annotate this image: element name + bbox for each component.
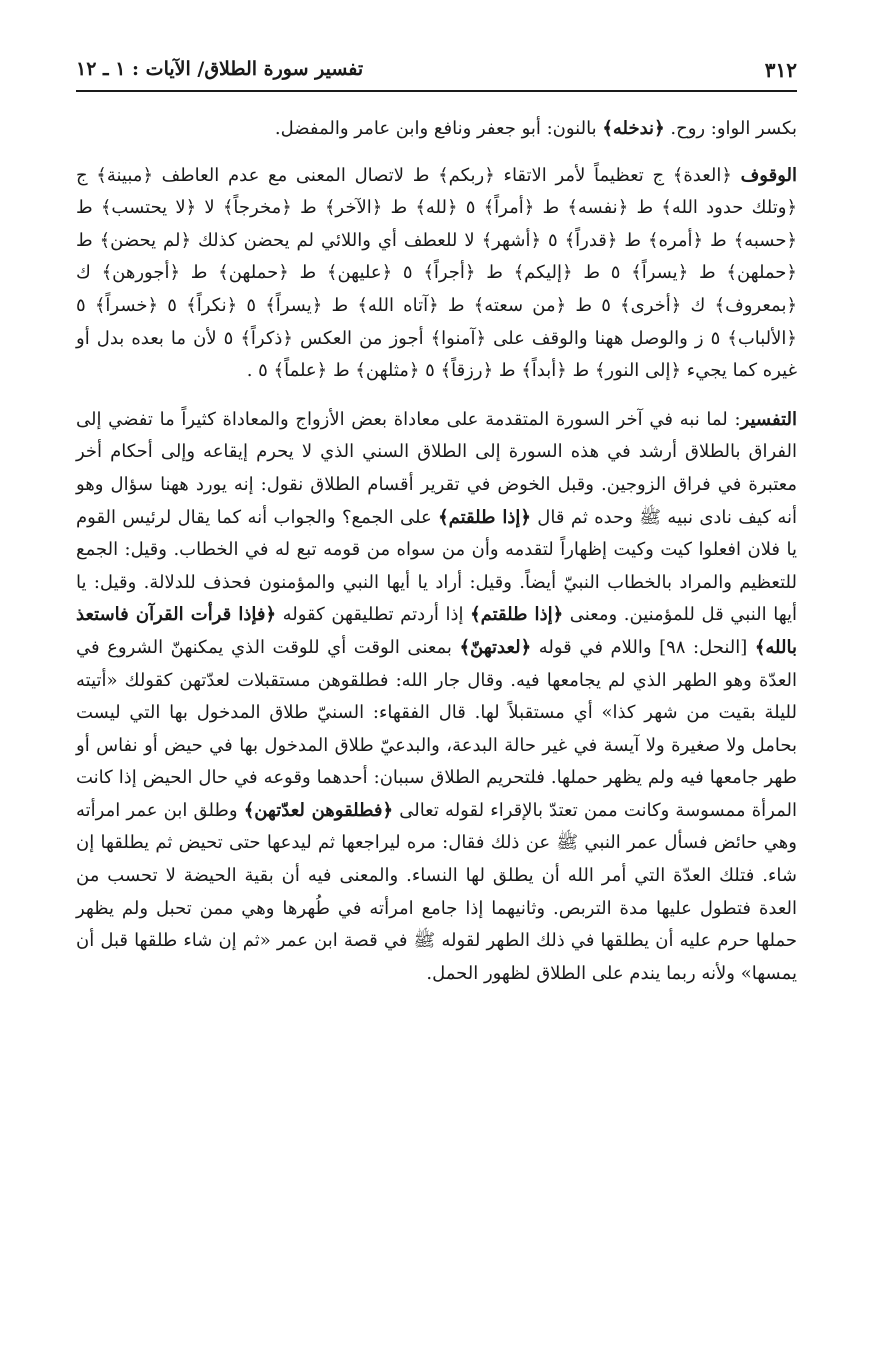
quran-ref-nahl-98: ﴿فإذا قرأت القرآن فاستعذ بالله﴾	[76, 604, 797, 658]
tafsir-text-4: [النحل: ٩٨] واللام في قوله	[531, 636, 755, 658]
tafsir-label: التفسير	[740, 408, 797, 430]
tafsir-paragraph	[76, 404, 797, 991]
quran-ref-idha-tallaqtum-2: ﴿إذا طلقتم﴾	[470, 604, 564, 626]
intro-text-2: بالنون: أبو جعفر ونافع وابن عامر والمفضل.	[274, 118, 603, 139]
tafsir-text-5: بمعنى الوقت أي للوقت الذي يمكنهنّ الشروع في العدّة وهو الطهر الذي لم يجامعها فيه. وقال جار الله: فطلقوهن مستقبلات لعدّتهن كقولك «أتيته لليلة بقيت من شهر كذا» أي مستقبلاً لها. قال الفقهاء: السنيّ طلاق المدخول بها التي ليست بحامل ولا صغيرة ولا آيسة في غير حالة البدعة، والبدعيّ طلاق المدخول بها في حيض أو نفاس أو طهر جامعها فيه ولم يظهر حملها. فلتحريم الطلاق سببان: أحدهما وقوعه في حال الحيض إذا كانت المرأة ممسوسة وكانت ممن تعتدّ بالإقراء لقوله تعالى	[76, 636, 797, 821]
wuquf-text: ﴿العدة﴾ ج تعظيماً لأمر الاتقاء ﴿ربكم﴾ ط لاتصال المعنى مع عدم العاطف ﴿مبينة﴾ ج ﴿وتلك حدود الله﴾ ط ﴿نفسه﴾ ط ﴿أمراً﴾ ٥ ﴿لله﴾ ط ﴿الآخر﴾ ط ﴿مخرجاً﴾ لا ﴿لا يحتسب﴾ ط ﴿حسبه﴾ ط ﴿أمره﴾ ط ﴿قدراً﴾ ٥ ﴿أشهر﴾ لا للعطف أي واللائي لم يحضن كذلك ﴿لم يحضن﴾ ط ﴿حملهن﴾ ط ﴿يسراً﴾ ٥ ط ﴿إليكم﴾ ط ﴿أجراً﴾ ٥ ﴿عليهن﴾ ط ﴿حملهن﴾ ط ﴿أجورهن﴾ ك ﴿بمعروف﴾ ك ﴿أخرى﴾ ٥ ط ﴿من سعته﴾ ط ﴿آتاه الله﴾ ط ﴿يسراً﴾ ٥ ﴿نكراً﴾ ٥ ﴿خسراً﴾ ٥ ﴿الألباب﴾ ٥ ز والوصل ههنا والوقف على ﴿آمنوا﴾ أجوز من العكس ﴿ذكراً﴾ ٥ لأن ما بعده بدل أو غيره كما يجيء ﴿إلى النور﴾ ط ﴿أبداً﴾ ط ﴿رزقاً﴾ ٥ ﴿مثلهن﴾ ط ﴿علماً﴾ ٥ .	[76, 164, 798, 382]
wuquf-label: الوقوف	[740, 164, 797, 186]
tafsir-text-6: وطلق ابن عمر امرأته وهي حائض فسأل عمر النبي ﷺ عن ذلك فقال: مره ليراجعها ثم ليدعها حتى تحيض ثم يطلقها إن شاء. فتلك العدّة التي أمر الله أن يطلق لها النساء. والمعنى فيه أن بقية الحيضة لا تحسب من العدة فتطول عليها مدة التربص. وثانيهما إذا جامع امرأته في طُهرها وهي ممن تحبل ولم يظهر حملها حرم عليه أن يطلقها في ذلك الطهر لقوله ﷺ في قصة ابن عمر «ثم إن شاء طلقها قبل أن يمسها» ولأنه ربما يندم على الطلاق لظهور الحمل.	[76, 799, 797, 984]
tafsir-text-1: : لما نبه في آخر السورة المتقدمة على معاداة بعض الأزواج والمعاداة كثيراً ما تفضي إلى الفراق بالطلاق أرشد في هذه السورة إلى الطلاق السني الذي لا يحرم إيقاعه وإلى أحكام أخر معتبرة في فراق الزوجين. وقبل الخوض في تقرير أقسام الطلاق نقول: إنه يورد ههنا سؤال وهو أنه كيف نادى نبيه ﷺ وحده ثم قال	[76, 408, 797, 528]
quran-ref-nudkhilhu: ﴿ندخله﴾	[602, 118, 665, 139]
page-number: ٣١٢	[764, 58, 797, 82]
intro-text-1: بكسر الواو: روح.	[664, 118, 797, 139]
quran-ref-fatalliquhunna: ﴿فطلقوهن لعدّتهن﴾	[243, 799, 394, 821]
tafsir-text-3: إذا أردتم تطليقهن كقوله	[276, 604, 471, 626]
intro-paragraph	[76, 113, 797, 146]
tafsir-text-2: على الجمع؟ والجواب أنه كما يقال لرئيس القوم يا فلان افعلوا كيت وكيت إظهاراً لتقدمه وأن من سواه من قومه تبع له في الخطاب. وقيل: الجمع للتعظيم والمراد بالخطاب النبيّ أيضاً. وقيل: أراد يا أيها النبي والمؤمنون فحذف للدلالة. وقيل: يا أيها النبي قل للمؤمنين. ومعنى	[76, 506, 797, 626]
quran-ref-idha-tallaqtum: ﴿إذا طلقتم﴾	[438, 506, 531, 528]
wuquf-paragraph	[76, 160, 797, 388]
quran-ref-liiddatihinna: ﴿لعدتهنّ﴾	[459, 636, 532, 658]
running-title: تفسير سورة الطلاق/ الآيات : ١ ـ ١٢	[76, 58, 364, 80]
page-body	[76, 113, 797, 990]
page-header	[76, 56, 797, 92]
